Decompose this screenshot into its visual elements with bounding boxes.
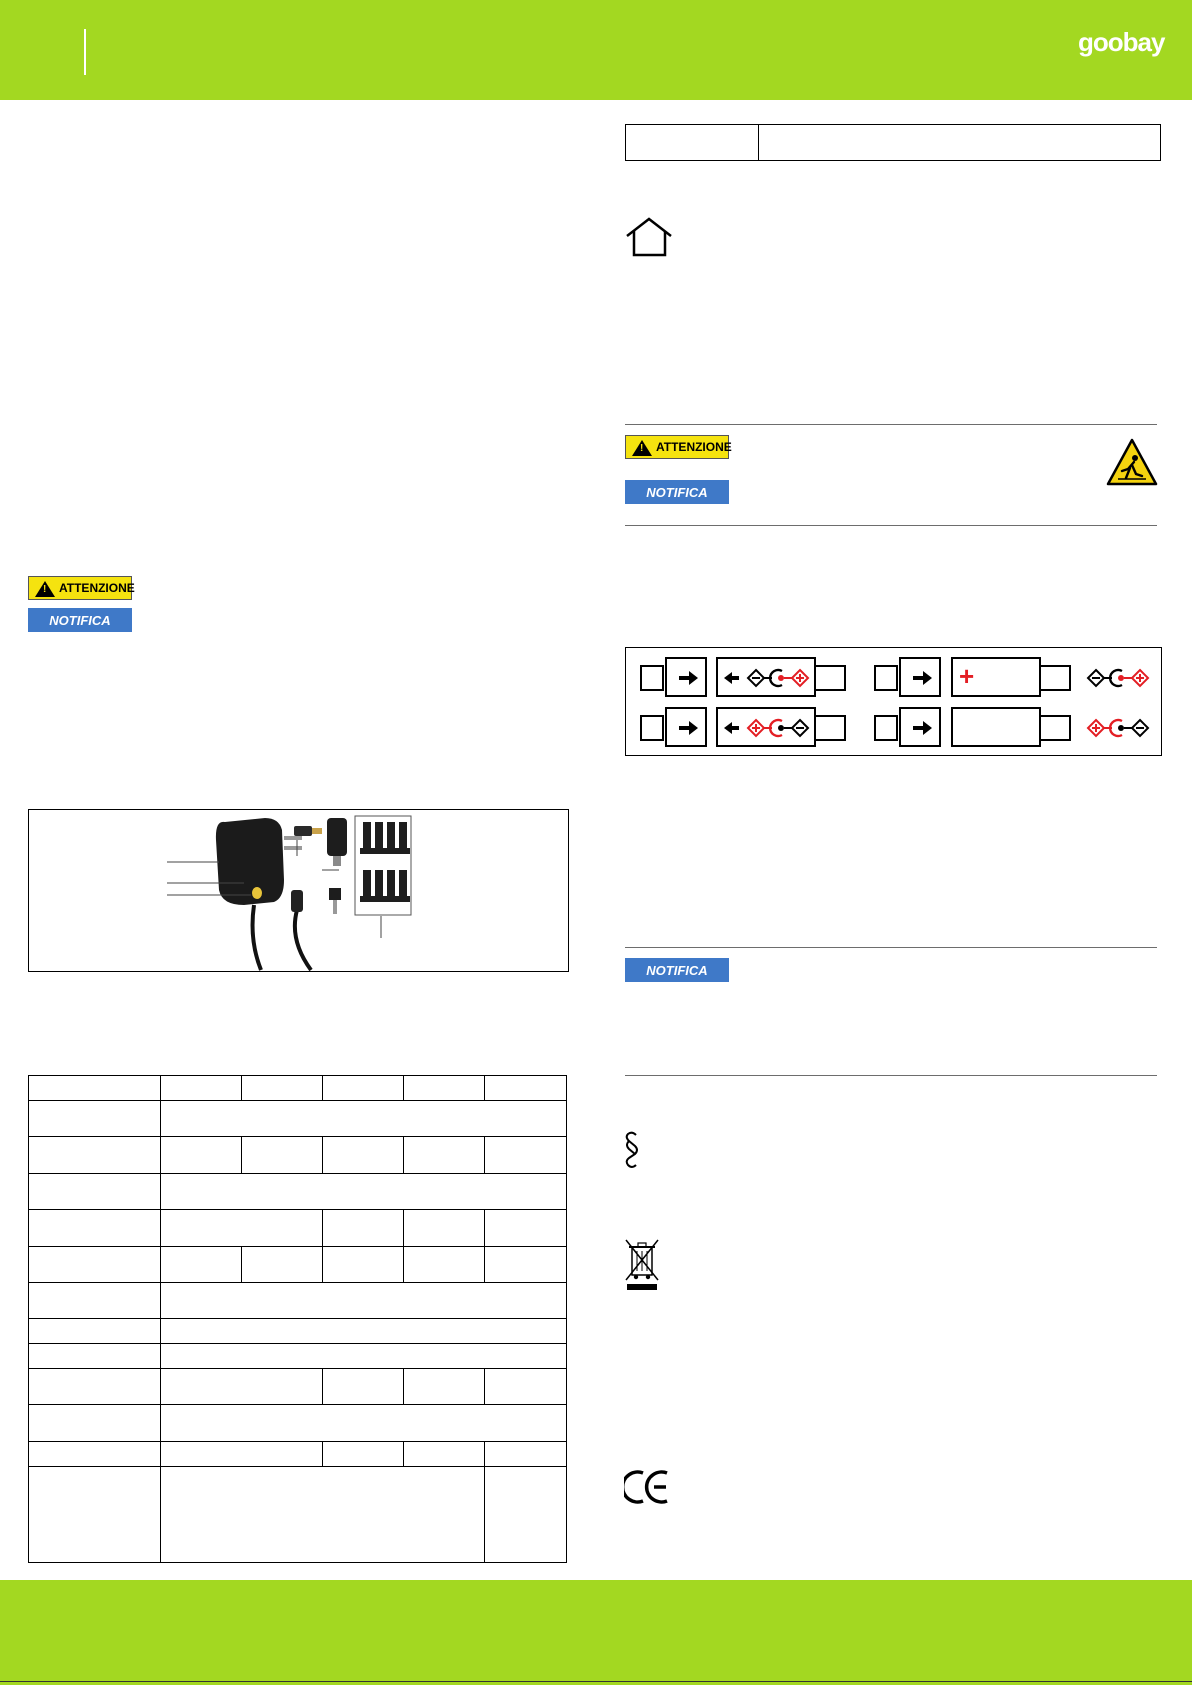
arrow-right-icon bbox=[665, 707, 707, 747]
cable-end bbox=[1041, 665, 1071, 691]
table-row bbox=[29, 1247, 567, 1283]
cable-end bbox=[816, 715, 846, 741]
warning-badge-label: ATTENZIONE bbox=[59, 581, 135, 595]
ce-mark-icon bbox=[624, 1470, 670, 1504]
polarity-symbol-icon bbox=[1086, 716, 1152, 740]
polarity-symbol-icon bbox=[1086, 666, 1152, 690]
table-row bbox=[29, 1101, 567, 1137]
power-adapter-image bbox=[29, 810, 568, 971]
tip-body bbox=[951, 707, 1041, 747]
table-row bbox=[29, 1344, 567, 1369]
header-divider bbox=[84, 29, 86, 75]
cable-end bbox=[816, 665, 846, 691]
notice-badge-label: NOTIFICA bbox=[646, 484, 708, 500]
plug-end bbox=[640, 715, 664, 741]
notice-badge-label: NOTIFICA bbox=[49, 612, 111, 628]
plug-end bbox=[874, 665, 898, 691]
crossed-bin-icon bbox=[624, 1238, 660, 1292]
paragraph-icon bbox=[622, 1130, 642, 1170]
arrow-right-icon bbox=[899, 707, 941, 747]
brand-logo: goobay bbox=[1078, 27, 1165, 57]
plus-symbol: + bbox=[959, 661, 975, 691]
footer-bar bbox=[0, 1580, 1192, 1685]
section-divider bbox=[625, 947, 1157, 948]
table-row bbox=[29, 1369, 567, 1405]
section-divider bbox=[625, 1075, 1157, 1076]
table-row bbox=[29, 1283, 567, 1319]
table-row bbox=[29, 1442, 567, 1467]
product-overview-figure bbox=[28, 809, 569, 972]
specifications-table bbox=[28, 1075, 567, 1563]
cable-end bbox=[1041, 715, 1071, 741]
warning-badge bbox=[625, 435, 732, 459]
warning-badge bbox=[28, 576, 135, 600]
arrow-right-icon bbox=[665, 657, 707, 697]
polarity-symbol-icon bbox=[722, 666, 818, 690]
warning-triangle-icon bbox=[632, 440, 652, 456]
tip-body bbox=[951, 657, 1041, 697]
house-icon bbox=[624, 217, 676, 257]
trip-hazard-sign-icon bbox=[1106, 438, 1158, 486]
notice-badge bbox=[28, 608, 132, 632]
section-divider bbox=[625, 525, 1157, 526]
table-row bbox=[29, 1137, 567, 1174]
arrow-right-icon bbox=[899, 657, 941, 697]
plug-end bbox=[874, 715, 898, 741]
warning-triangle-icon bbox=[35, 581, 55, 597]
table-row bbox=[29, 1405, 567, 1442]
table-row bbox=[29, 1076, 567, 1101]
table-row bbox=[29, 1174, 567, 1210]
header-bar bbox=[0, 0, 1192, 100]
notice-badge-label: NOTIFICA bbox=[646, 962, 708, 978]
table-row bbox=[29, 1467, 567, 1563]
warning-badge-label: ATTENZIONE bbox=[656, 440, 732, 454]
footer-divider bbox=[0, 1681, 1192, 1682]
plug-end bbox=[640, 665, 664, 691]
section-divider bbox=[625, 424, 1157, 425]
model-reference-table bbox=[625, 124, 1161, 161]
table-row bbox=[29, 1210, 567, 1247]
notice-badge bbox=[625, 958, 729, 982]
table-row bbox=[29, 1319, 567, 1344]
polarity-symbol-icon bbox=[722, 716, 818, 740]
polarity-diagram bbox=[625, 647, 1162, 756]
notice-badge bbox=[625, 480, 729, 504]
